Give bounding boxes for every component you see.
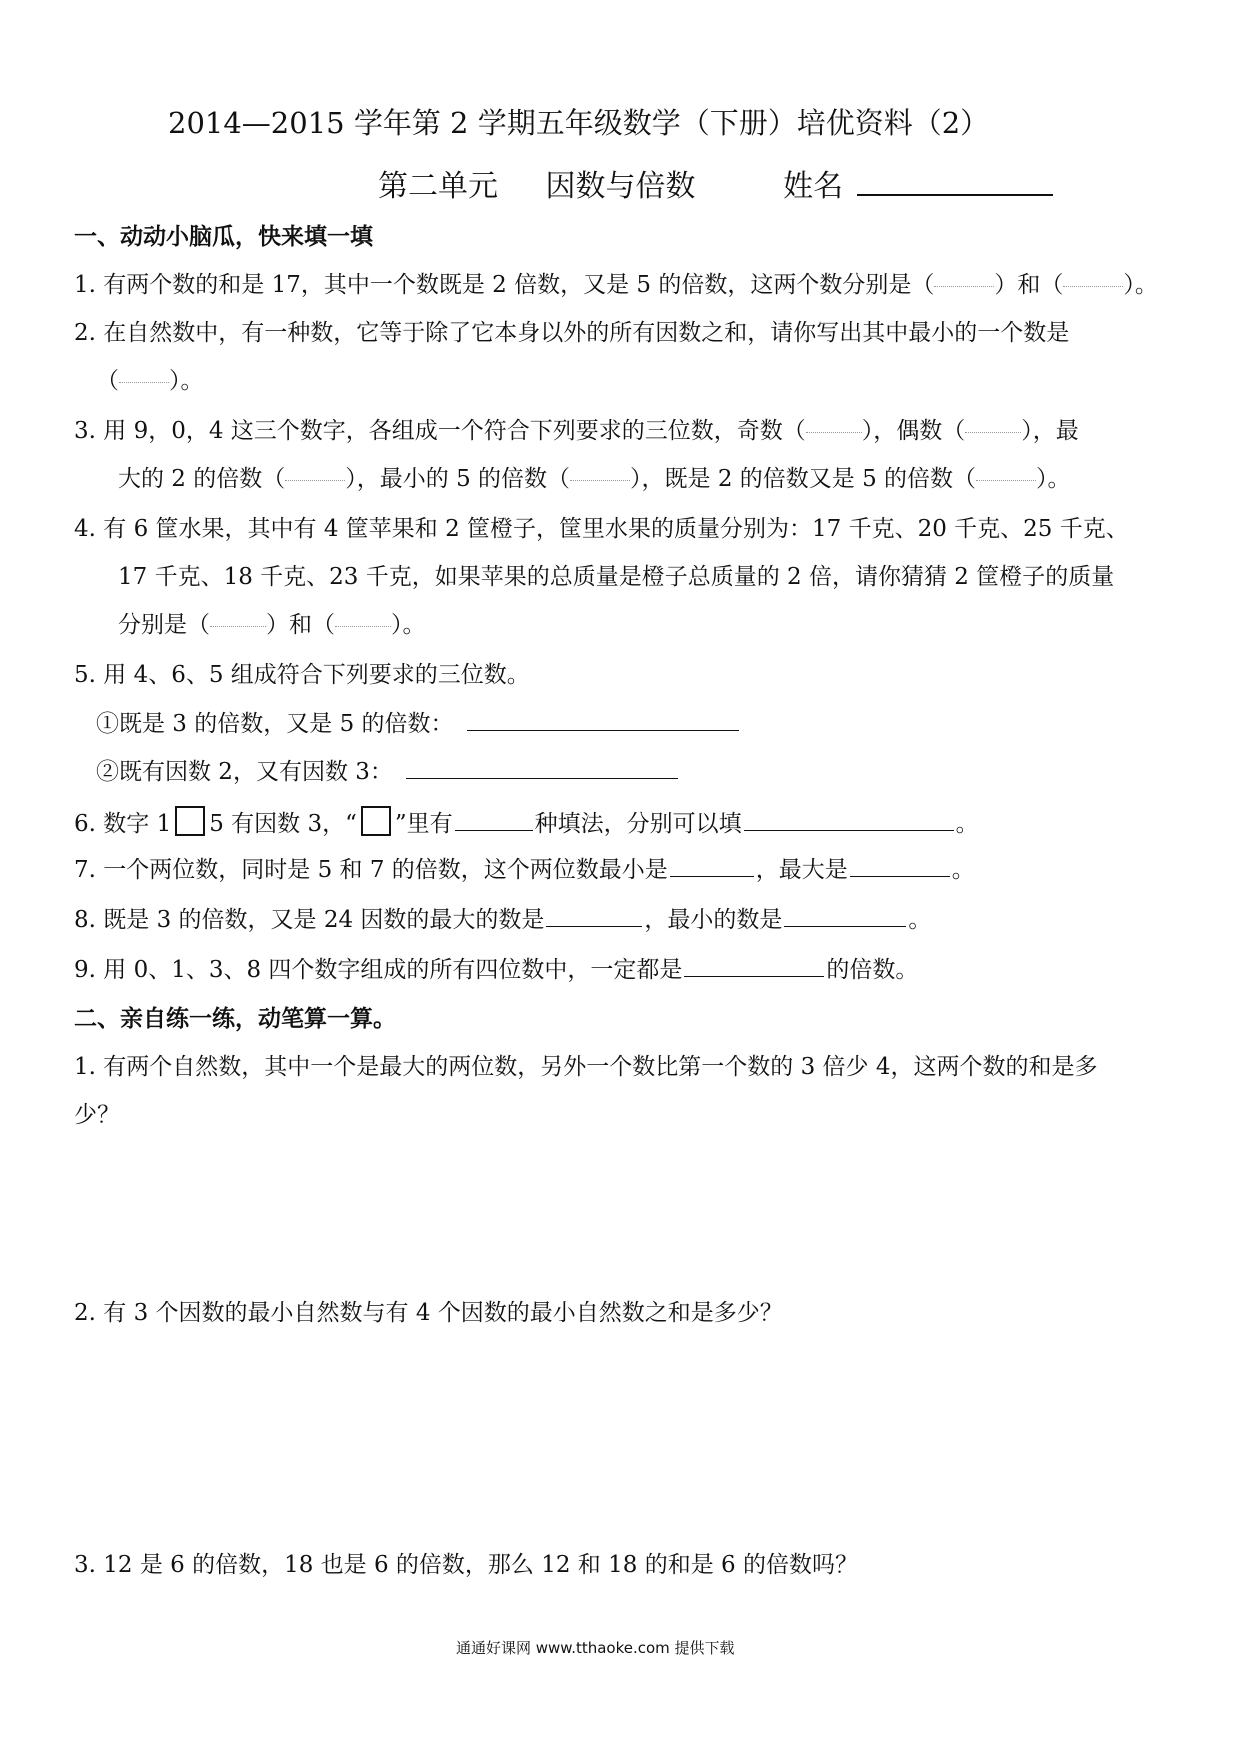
question-1-6 [74, 806, 979, 839]
q8-text-a: 8. 既是 3 的倍数，又是 24 因数的最大的数是 [74, 907, 545, 933]
name-field[interactable] [857, 164, 1053, 196]
question-1-5-sub-2 [96, 756, 678, 787]
section-1-heading-text: 一、动动小脑瓜，快来填一填 [74, 223, 373, 250]
section-2-heading-text: 二、亲自练一练，动笔算一算。 [74, 1005, 396, 1032]
q3-text-a: 3. 用 9，0，4 这三个数字，各组成一个符合下列要求的三位数，奇数（ [74, 418, 806, 444]
question-1-5-sub-1 [96, 708, 739, 739]
s2-q1-line-1: 1. 有两个自然数，其中一个是最大的两位数，另外一个数比第一个数的 3 倍少 4，这两个数的和是多 [74, 1054, 1098, 1080]
question-1-1 [74, 270, 1158, 300]
answer-blank[interactable] [210, 610, 266, 640]
q6-text-d: 种填法，分别可以填 [534, 811, 742, 837]
q1-text-a: 1. 有两个数的和是 17，其中一个数既是 2 倍数，又是 5 的倍数，这两个数分别是（ [74, 272, 935, 298]
answer-line[interactable] [784, 904, 906, 927]
q4-text-a: 分别是（ [118, 612, 210, 638]
q3-text-b: ），偶数（ [861, 418, 966, 444]
s2-q3-text: 3. 12 是 6 的倍数，18 也是 6 的倍数，那么 12 和 18 的和是 6 的倍数吗？ [74, 1552, 858, 1578]
q8-text-c: 。 [908, 907, 932, 933]
question-1-8 [74, 904, 931, 935]
question-1-3-cont [118, 464, 1071, 494]
q4-line-1: 4. 有 6 筐水果，其中有 4 筐苹果和 2 筐橙子，筐里水果的质量分别为：17 千克、20 千克、25 千克、 [74, 516, 1129, 542]
unit-heading [378, 164, 1053, 206]
answer-line[interactable] [744, 808, 954, 831]
q7-text-c: 。 [951, 857, 975, 883]
answer-blank[interactable] [806, 416, 862, 446]
answer-blank[interactable] [119, 366, 169, 396]
q8-text-b: ，最小的数是 [644, 907, 783, 933]
question-2-3 [74, 1550, 858, 1580]
section-2-heading [74, 1004, 396, 1034]
s2-q1-line-2: 少？ [74, 1102, 120, 1128]
topic-label: 因数与倍数 [545, 169, 696, 204]
answer-blank[interactable] [570, 464, 630, 494]
digit-box[interactable] [175, 806, 205, 836]
answer-blank[interactable] [976, 464, 1036, 494]
q2-text-c: ）。 [169, 368, 204, 394]
q6-text-c: ”里有 [394, 811, 453, 837]
q2-text-b: （ [96, 368, 119, 394]
section-1-heading [74, 222, 373, 252]
answer-blank[interactable] [934, 270, 994, 300]
question-1-7 [74, 854, 975, 885]
q4-text-b: ）和（ [266, 612, 335, 638]
q2-text-a: 2. 在自然数中，有一种数，它等于除了它本身以外的所有因数之和，请你写出其中最小的一个数是 [74, 320, 1070, 346]
q3-text-c: ），最 [1021, 418, 1079, 444]
q1-text-c: ）。 [1123, 272, 1158, 298]
question-1-4-line-2 [118, 562, 1114, 592]
answer-blank[interactable] [335, 610, 391, 640]
question-2-2 [74, 1298, 783, 1328]
digit-box [361, 806, 391, 836]
q3-text-d: 大的 2 的倍数（ [118, 466, 286, 492]
q5-line-1: 5. 用 4、6、5 组成符合下列要求的三位数。 [74, 662, 530, 688]
q6-text-b: 5 有因数 3，“ [209, 811, 357, 837]
name-label: 姓名 [783, 169, 844, 204]
q5-sub-1-text: ①既是 3 的倍数，又是 5 的倍数： [96, 711, 454, 737]
s2-q2-text: 2. 有 3 个因数的最小自然数与有 4 个因数的最小自然数之和是多少？ [74, 1300, 783, 1326]
q3-text-g: ）。 [1036, 466, 1071, 492]
answer-line[interactable] [850, 854, 950, 877]
q5-sub-2-text: ②既有因数 2，又有因数 3： [96, 759, 393, 785]
page-title [168, 104, 989, 142]
q1-text-b: ）和（ [994, 272, 1064, 298]
q9-text-b: 的倍数。 [826, 957, 919, 983]
q4-line-2: 17 千克、18 千克、23 千克，如果苹果的总质量是橙子总质量的 2 倍，请你猜猜 2 筐橙子的质量 [118, 564, 1115, 590]
question-2-1 [74, 1052, 1097, 1082]
q7-text-b: ，最大是 [755, 857, 848, 883]
answer-line[interactable] [467, 708, 739, 731]
unit-label: 第二单元 [378, 169, 498, 204]
footer-text: 通通好课网 www.tthaoke.com 提供下载 [456, 1639, 735, 1657]
question-1-3 [74, 416, 1079, 446]
footer [456, 1633, 735, 1663]
q3-text-e: ），最小的 5 的倍数（ [345, 466, 571, 492]
answer-line[interactable] [455, 808, 533, 831]
q6-text-a: 6. 数字 1 [74, 811, 172, 837]
question-1-2 [74, 318, 1069, 348]
question-2-1-cont [74, 1100, 120, 1130]
question-1-4-line-3 [118, 610, 426, 640]
answer-blank[interactable] [285, 464, 345, 494]
answer-line[interactable] [670, 854, 754, 877]
answer-line[interactable] [546, 904, 642, 927]
answer-line[interactable] [406, 756, 678, 779]
q6-text-e: 。 [955, 811, 979, 837]
q9-text-a: 9. 用 0、1、3、8 四个数字组成的所有四位数中，一定都是 [74, 957, 683, 983]
answer-line[interactable] [684, 954, 824, 977]
question-1-4 [74, 514, 1129, 544]
question-1-2-cont [96, 366, 204, 396]
question-1-9 [74, 954, 918, 985]
q3-text-f: ），既是 2 的倍数又是 5 的倍数（ [630, 466, 977, 492]
answer-blank[interactable] [1063, 270, 1123, 300]
q4-text-c: ）。 [391, 612, 426, 638]
question-1-5 [74, 660, 530, 690]
q7-text-a: 7. 一个两位数，同时是 5 和 7 的倍数，这个两位数最小是 [74, 857, 668, 883]
title-text: 2014—2015 学年第 2 学期五年级数学（下册）培优资料（2） [168, 106, 990, 140]
answer-blank[interactable] [965, 416, 1021, 446]
